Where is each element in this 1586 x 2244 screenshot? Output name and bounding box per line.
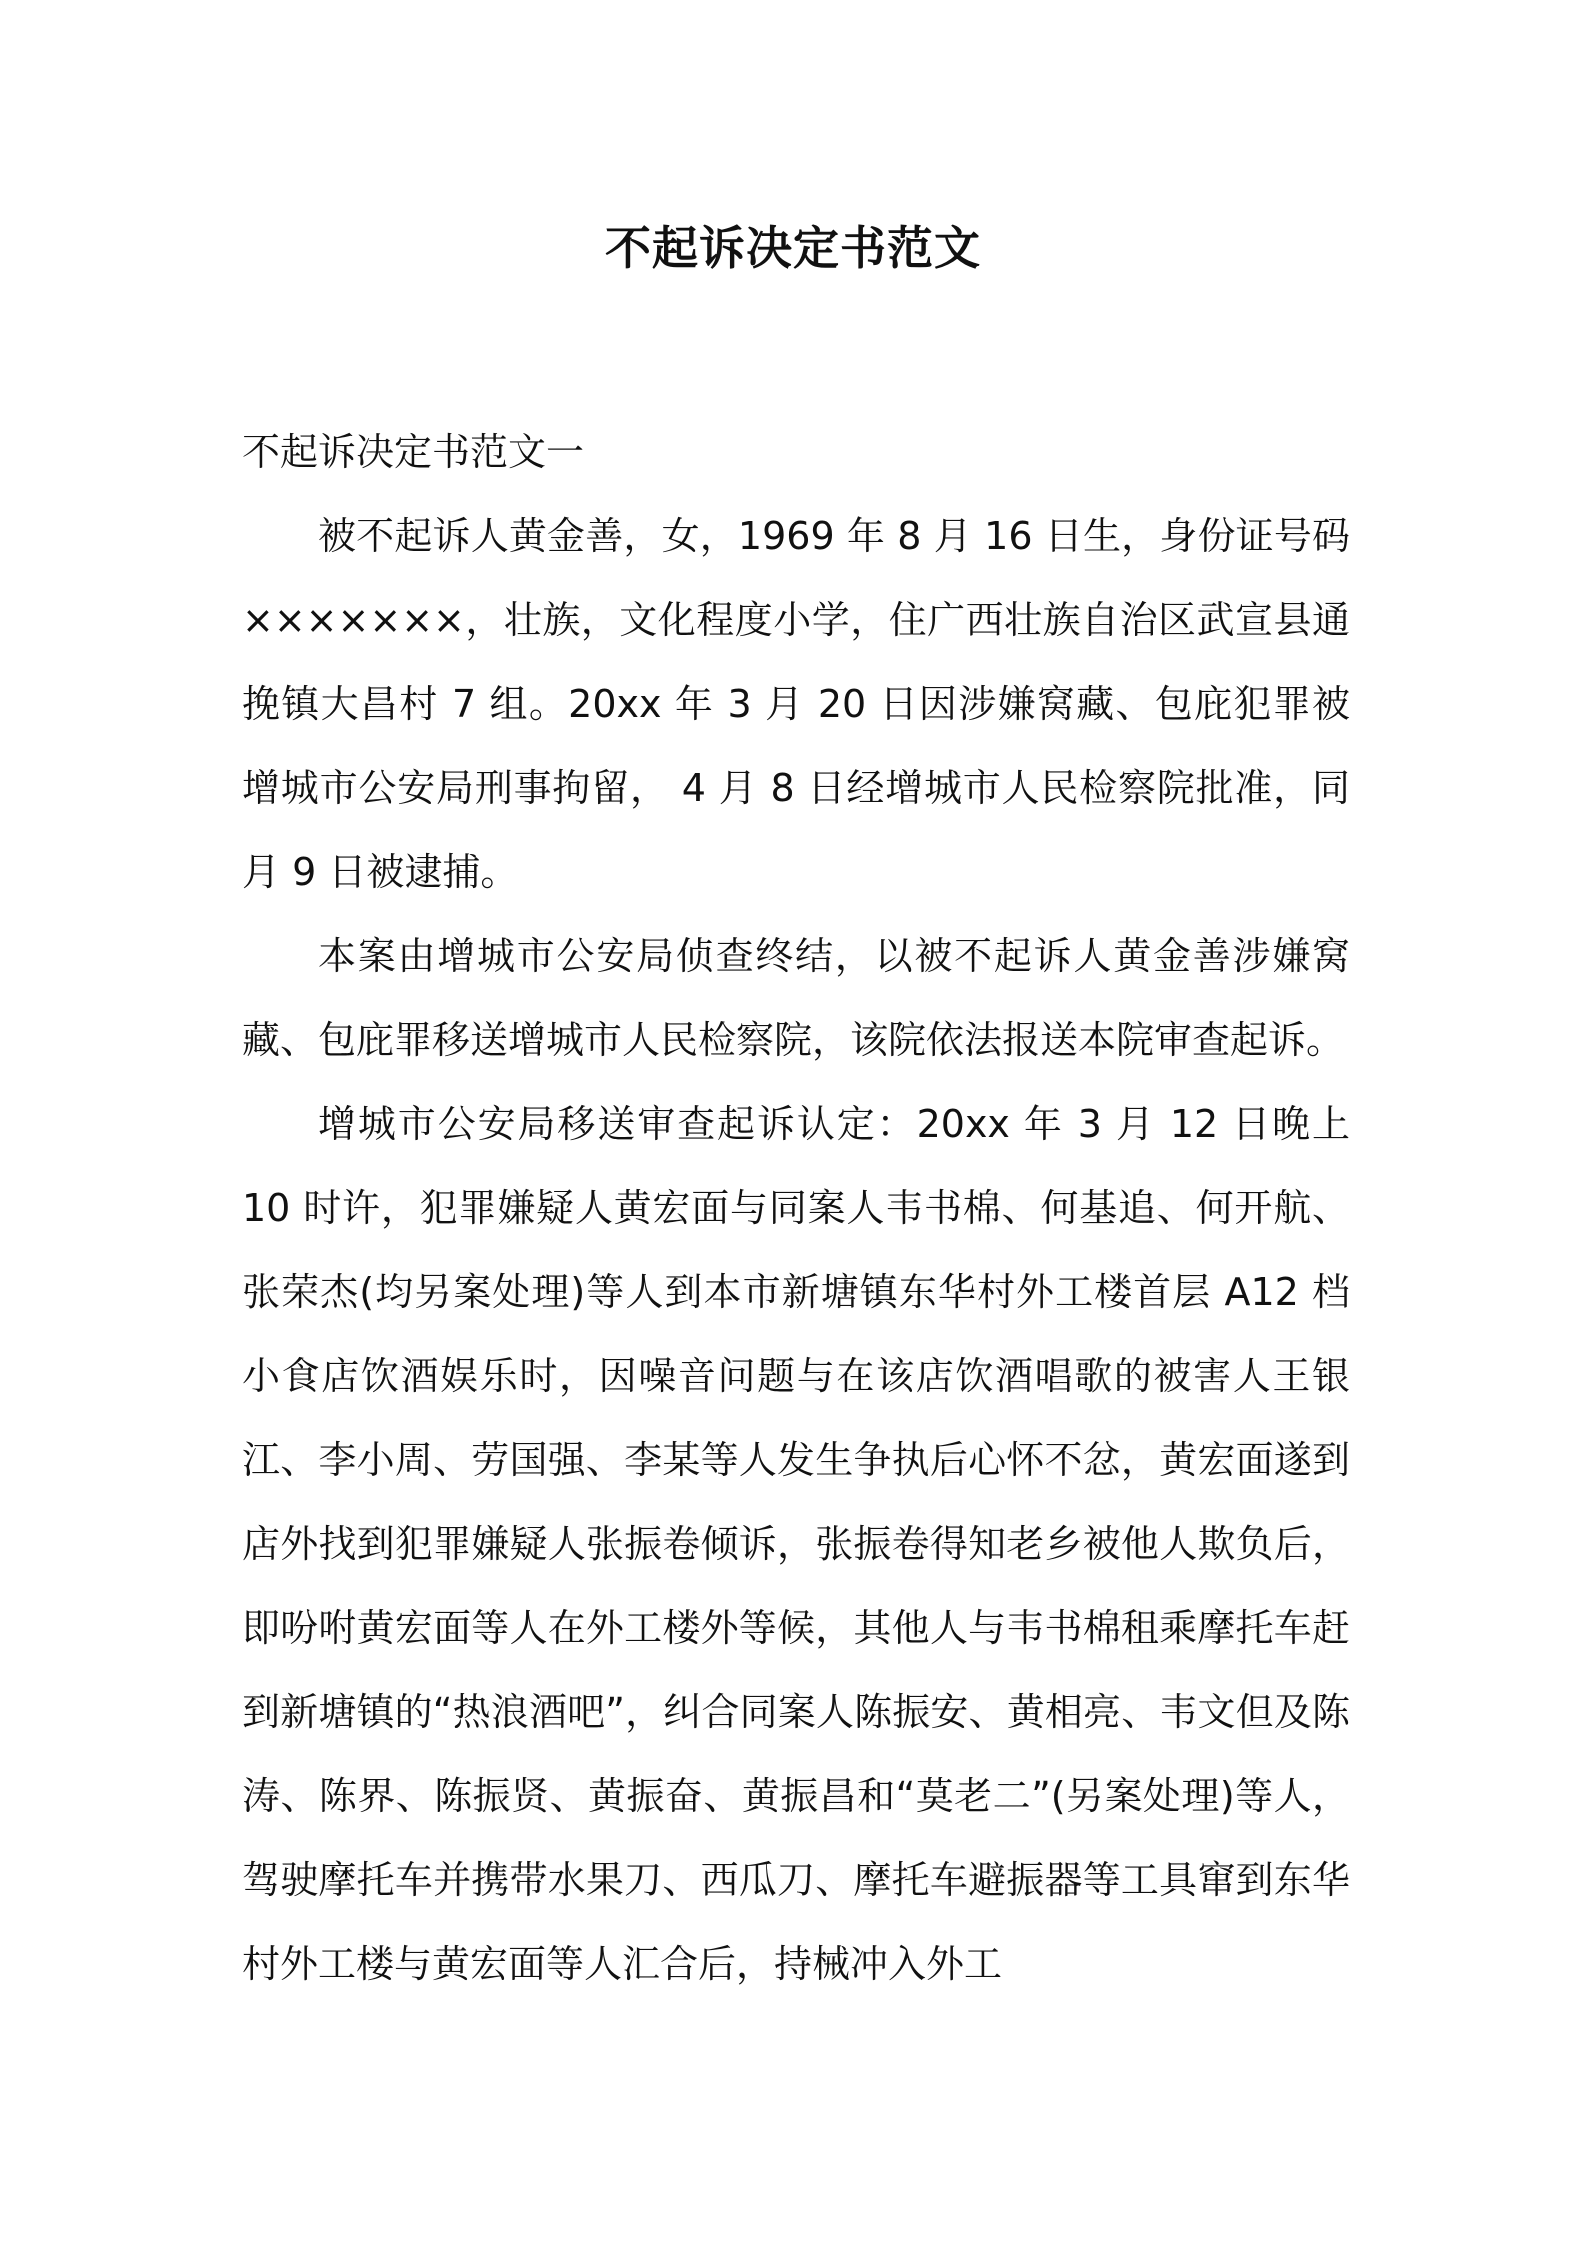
section-heading: 不起诉决定书范文一 — [242, 430, 585, 474]
paragraph-police-findings: 增城市公安局移送审查起诉认定：20xx 年 3 月 12 日晚上 10 时许，犯罪嫌疑人黄宏面与同案人韦书棉、何基追、何开航、张荣杰(均另案处理)等人到本市新塘镇东华村外工楼首层 A12 档小食店饮酒娱乐时，因噪音问题与在该店饮酒唱歌的被害人王银江、李小周、劳国强、李某等人发生争执后心怀不忿，黄宏面遂到店外找到犯罪嫌疑人张振卷倾诉，张振卷得知老乡被他人欺负后，即吩咐黄宏面等人在外工楼外等候，其他人与韦书棉租乘摩托车赶到新塘镇的“热浪酒吧”，纠合同案人陈振安、黄相亮、韦文但及陈涛、陈界、陈振贤、黄振奋、黄振昌和“莫老二”(另案处理)等人，驾驶摩托车并携带水果刀、西瓜刀、摩托车避振器等工具窜到东华村外工楼与黄宏面等人汇合后，持械冲入外工 — [242, 1102, 1350, 1986]
paragraph-case-transfer: 本案由增城市公安局侦查终结，以被不起诉人黄金善涉嫌窝藏、包庇罪移送增城市人民检察院，该院依法报送本院审查起诉。 — [242, 934, 1350, 1062]
paragraph-defendant-info: 被不起诉人黄金善，女，1969 年 8 月 16 日生，身份证号码×××××××，壮族，文化程度小学，住广西壮族自治区武宣县通挽镇大昌村 7 组。20xx 年 3 月 20 日因涉嫌窝藏、包庇犯罪被增城市公安局刑事拘留， 4 月 8 日经增城市人民检察院批准，同月 9 日被逮捕。 — [242, 514, 1350, 894]
document-body — [242, 410, 1350, 2006]
document-title: 不起诉决定书范文 — [605, 221, 981, 275]
